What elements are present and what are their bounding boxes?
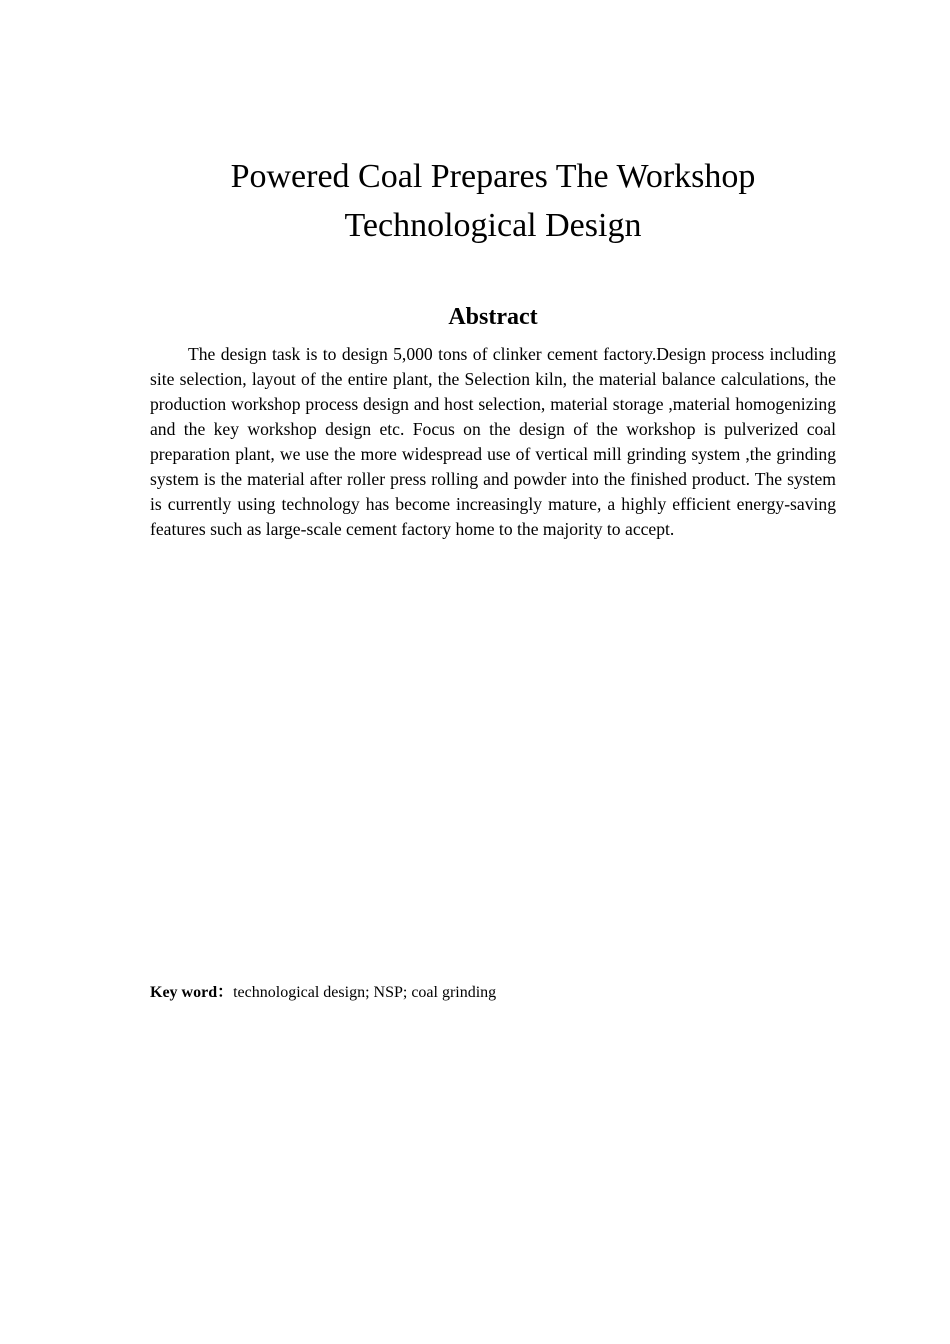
document-title xyxy=(150,152,836,250)
title-line-2: Technological Design xyxy=(344,207,642,244)
keywords-label: Key word： xyxy=(150,984,234,1001)
keywords-value: technological design; NSP; coal grinding xyxy=(233,984,497,1001)
title-line-1: Powered Coal Prepares The Workshop xyxy=(230,158,756,195)
abstract-heading: Abstract xyxy=(448,304,538,330)
abstract-body: The design task is to design 5,000 tons of clinker cement factory.Design process including site selection, layout of the entire plant, the Selection kiln, the material balance calculations, the production workshop process design and host selection, material storage ,material homogenizing and the key workshop design etc. Focus on the design of the workshop is pulverized coal preparation plant, we use the more widespread use of vertical mill grinding system ,the grinding system is the material after roller press rolling and powder into the finished product. The system is currently using technology has become increasingly mature, a highly efficient energy-saving features such as large-scale cement factory home to the majority to accept. xyxy=(150,344,836,539)
keywords-line xyxy=(150,982,836,1004)
